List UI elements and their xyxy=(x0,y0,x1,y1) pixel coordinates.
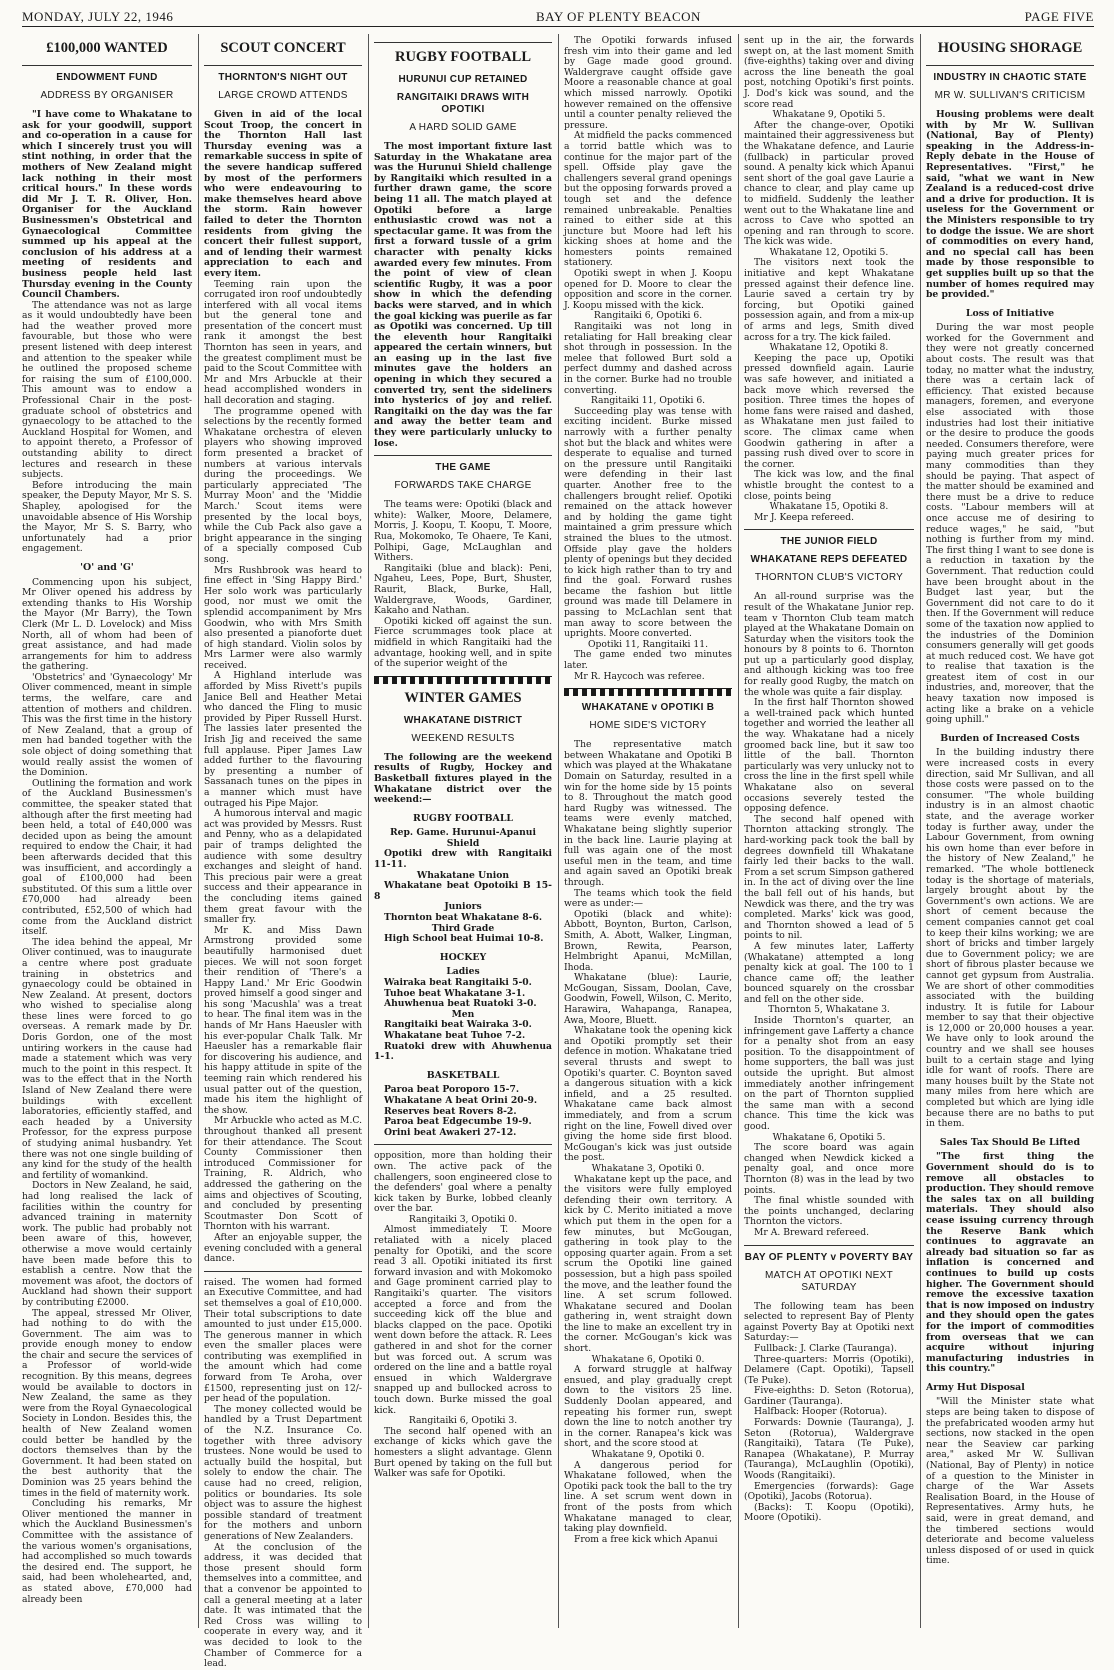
decorative-rule xyxy=(374,676,552,684)
score-line: Thornton 5, Whakatane 3. xyxy=(768,1004,890,1016)
result-line: Whakatane beat Tuhoe 7-2. xyxy=(384,1029,526,1041)
result-line: Ladies xyxy=(446,966,480,978)
article-title: WINTER GAMES xyxy=(404,689,522,706)
results-heading: RUGBY FOOTBALL xyxy=(412,812,514,824)
divider xyxy=(926,65,1094,66)
paragraph: At the conclusion of the address, it was decided that those present should form themselves into a committee, and that a convenor be appointed to call a general meeting at a later date. It was intimated that the Red Cross was willing to cooperate in every way, and it was decided to look to the Chamber of Commerce for a lead. xyxy=(204,1541,362,1670)
result-line: Rep. Game. Hurunui-Apanui Shield xyxy=(390,827,536,849)
article-subheading: HOME SIDE'S VICTORY xyxy=(589,720,707,732)
column-rule xyxy=(920,34,921,1628)
result-line: Whakatane Union xyxy=(416,869,510,881)
paragraph: Mr R. Haycoch was referee. xyxy=(574,670,705,682)
score-line: Whakatane 15, Opotiki 8. xyxy=(769,501,889,513)
result-line: High School beat Huimai 10-8. xyxy=(384,933,544,945)
article-heading: HURUNUI CUP RETAINED xyxy=(398,74,528,85)
paragraph: After an enjoyable supper, the evening concluded with a general dance. xyxy=(204,1231,362,1265)
divider xyxy=(374,42,552,43)
paragraph: Opotiki (black and white): Abbott, Boynton, Burton, Carlson, Smith, A. Abott, Walker, Lingman, Brown, Rewita, Pearson, Helmbright Apanui, McMillan, Ihoda. xyxy=(564,908,732,973)
divider xyxy=(744,1245,914,1246)
page-header xyxy=(22,8,1094,27)
paragraph: A forward struggle at halfway ensued, and play gradually crept down to the visitors 25 line. Suddenly Doolan appeared, and repeating his former run, swept down the line to notch another try in the corner. Ranapea's kick was short, and the score stood at xyxy=(564,1364,732,1450)
article-title: £100,000 WANTED xyxy=(46,40,168,56)
article-heading: THE JUNIOR FIELD xyxy=(780,536,878,548)
result-line: Whakatane A beat Orini 20-9. xyxy=(384,1094,538,1106)
score-line: Opotiki 11, Rangitaiki 11. xyxy=(587,638,709,650)
paragraph: Rangitaiki was not long in retaliating for Hall breaking clear shot through in possession. In the melee that followed Burt sold a perfect dummy and dashed across in the corner. Burke had no trouble converting. xyxy=(564,321,732,396)
paragraph: After the change-over, Opotiki maintained their aggressiveness but the Whakatane defence, and Laurie (fullback) in particular proved sound. A penalty kick which Apanui sent short of the goal gave Laurie a chance to clear, and play came up to midfield. Suddenly the leather went out to the Whakatane line and across to Cave who spotted an opening and ran through to score. The kick was wide. xyxy=(744,119,914,248)
paragraph: Before introducing the main speaker, the Deputy Mayor, Mr S. S. Shapley, apologised for the unavoidable absence of His Worship the Mayor, Mr S. S. Barry, who unfortunately had a prior engagement. xyxy=(22,479,192,555)
paragraph: At midfield the packs commenced a torrid battle which was to continue for the major part of the spell. Offside play gave the challengers several grand openings but the opposing forwards proved a tough set and the defence remained unbreakable. Penalties rained to either side at this juncture but Moore had left his kicking shoes at home and the homesters points remained stationery. xyxy=(564,130,732,269)
score-line: Whakatane 3, Opotiki 0. xyxy=(591,1162,705,1174)
article-heading: WHAKATANE DISTRICT xyxy=(403,714,523,726)
column-scout-concert xyxy=(204,36,362,1670)
article-title: RUGBY FOOTBALL xyxy=(394,49,532,65)
result-line: Men xyxy=(451,1008,475,1020)
paragraph: Whakatane took the opening kick and Opotiki promptly set their defence in motion. Whakatane tried several thrusts and swept to Opotiki's quarter. C. Boynton saved a dangerous situation with a kick infield, and a 25 resulted. Whakatane came back almost immediately, and from a scrum right on the line, Fowell dived over giving the home side first blood. McGougan's kick was just outside the post. xyxy=(564,1025,732,1164)
score-line: Rangitaiki 6, Opotiki 6. xyxy=(593,310,703,322)
article-title: HOUSING SHORAGE xyxy=(937,40,1083,56)
paragraph: Mr Arbuckle who acted as M.C. throughout thanked all present for their attendance. The Scout County Commissioner then introduced Commissioner for Training, R. Aldrich, who addressed the gathering on the aims and objectives of Scouting, and concluded by presenting Scoutmaster Don Scott of Thornton with his warrant. xyxy=(204,1115,362,1233)
paragraph: In the building industry there were increased costs in every direction, said Mr Sullivan, and all those costs were passed on to the consumer. "The whole building industry is in an almost chaotic state, and the average worker today is further away, under the Labour Government, from owning his own home than ever before in the history of New Zealand," he remarked. "The whole bottleneck today is the shortage of materials, largely brought about by the Government's own actions. We are short of cement because the cement companies cannot get coal to keep their kilns working; we are short of bricks and timber largely due to Government policy; we are short of fibrous plaster because we cannot get gypsum from Australia. We are short of other commodities associated with the building industry. It is futile for Labour member to say that their objective is 12,000 or 20,000 houses a year. We have only to look around the country and we shall see houses built to a certain stage and lying idle for want of roofs. There are many houses built by the State not many miles from here which are completed but which are lying idle because there are no baths to put in them. xyxy=(926,747,1094,1130)
paragraph: Mr J. Keepa refereed. xyxy=(754,511,855,523)
paragraph: A humorous interval and magic act was provided by Messrs. Rust and Penny, who as a delapidated pair of tramps delighted the audience with some desultry exchanges and sleight of hand. This precious pair were a great success and their appearance in the concluding items gained them great favour with the smaller fry. xyxy=(204,808,362,926)
divider xyxy=(204,1271,362,1272)
paragraph: Almost immediately T. Moore retaliated with a nicely placed penalty for Opotiki, and the score read 3 all. Opotiki initiated its first forward invasion and with Mokomoko and Gage prominent carried play to Rangitaiki's quarter. The visitors accepted a force and from the succeeding kick off the blue and blacks clapped on the pace. Opotiki went down before the attack. R. Lees gathered in and shot for the corner but was forced out. A scrum was ordered on the line and a battle royal ensued in which Waldergrave snapped up and bullocked across to touch down. Burke missed the goal kick. xyxy=(374,1224,552,1416)
column-housing-shortage xyxy=(926,36,1094,1630)
score-line: Whakatane 9, Opotiki 0. xyxy=(591,1449,705,1460)
paragraph: Outlining the formation and work of the Auckland Businessmen's committee, the speaker stated that although after the first meeting had been held, a total of £40,000 was decided upon as being the amount required to endow the Chair, it had been afterwards decided that this was insufficient, and accordingly a goal of £100,000 had been substituted. Of this sum a little over £70,000 had already been contributed, £52,500 of which had come from the Auckland district itself. xyxy=(22,777,192,938)
lead-paragraph: Given in aid of the local Scout Troop, the concert in the Thornton Hall last Thursday evening was a remarkable success in spite of the severe handicap suffered by most of the performers who were endeavouring to make themselves heard above the storm. Rain however failed to deter the Thornton residents from giving the concert their fullest support, and of lending their warmest appreciation to each and every item. xyxy=(204,109,362,279)
paragraph: The visitors next took the initiative and kept Whakatane pressed against their defence line. Laurie saved a certain try by forcing, but Opotiki gained possession again, and from a mix-up of arms and legs, Smith dived across for a try. The kick failed. xyxy=(744,257,914,343)
page-number: PAGE FIVE xyxy=(1024,9,1094,24)
score-line: Rangitaiki 11, Opotiki 6. xyxy=(590,395,706,407)
paragraph: Mrs Rushbrook was heard to fine effect in 'Sing Happy Bird.' Her solo work was particularly good, nor must we omit the splendid accompaniment by Mrs Goodwin, who with Mrs Smith also presented a pianoforte duet of high standard. Violin solos by Mrs Larmer were also warmly received. xyxy=(204,564,362,671)
paragraph: An all-round surprise was the result of the Whakatane Junior rep. team v Thornton Club team match played at the Whakatane Domain on Saturday when the visitors took the honours by 8 points to 6. Thornton put up a particularly good display, and although kicking was too free for really good Rugby, the match on the whole was quite a fair display. xyxy=(744,591,914,698)
result-line: Juniors xyxy=(444,901,482,913)
team-line: Five-eighths: D. Seton (Rotorua), Gardiner (Tauranga). xyxy=(744,1385,914,1407)
result-line: Reserves beat Rovers 8-2. xyxy=(384,1105,517,1117)
paragraph: Opotiki kicked off against the sun. Fierce scrummages took place at midfield in which Rangitaiki had the advantage, hooking well, and in spite of the superior weight of the xyxy=(374,615,552,670)
team-line: Emergencies (forwards): Gage (Opotiki), Jacobs (Rotorua). xyxy=(744,1480,914,1503)
paragraph: The second half opened with Thornton attacking strongly. The hard-working pack took the ball by degrees downfield till Whakatane fairly led their backs to the wall. From a set scrum Simpson gathered in. In the act of diving over the line the ball fell out of his hands, but Newdick was there, and the try was completed. Marks' kick was good, and Thornton showed a lead of 5 points to nil. xyxy=(744,813,914,942)
score-line: Whakatane 6, Opotiki 5. xyxy=(772,1131,886,1143)
team-line: (Backs): T. Koopu (Opotiki), Moore (Opotiki). xyxy=(744,1501,914,1524)
results-heading: HOCKEY xyxy=(439,951,487,963)
score-line: Whakatane 12, Opotiki 8. xyxy=(769,342,889,354)
paragraph: The attendance was not as large as it would undoubtedly have been had the weather proved more favourable, but those who were present listened with deep interest and attention to the speaker while he outlined the proposed scheme for raising the sum of £100,000. This amount was to endow a Professional Chair in the post-graduate school of obstetrics and gynaecology to be attached to the Auckland Hospital for Women, and to appoint thereto, a Professor of outstanding ability to direct lectures and research in these subjects. xyxy=(22,299,192,481)
paragraph: The second half opened with an exchange of kicks which gave the homesters a slight advantage. Glenn Burt opened by taking on the full but Walker was safe for Opotiki. xyxy=(374,1425,552,1480)
article-title: SCOUT CONCERT xyxy=(220,40,346,56)
divider xyxy=(374,455,552,456)
result-line: Ruatoki drew with Ahuwhenua 1-1. xyxy=(374,1040,552,1063)
paragraph: The game ended two minutes later. xyxy=(564,649,732,672)
score-line: Whakatane 9, Opotiki 5. xyxy=(772,109,886,121)
result-line: Ahuwhenua beat Ruatoki 3-0. xyxy=(384,998,537,1010)
article-subheading: WEEKEND RESULTS xyxy=(411,732,515,744)
divider xyxy=(744,529,914,530)
column-rule xyxy=(738,34,739,1628)
article-heading: INDUSTRY IN CHAOTIC STATE xyxy=(933,72,1087,83)
result-line: Whakatane beat Opotoiki B 15-8 xyxy=(374,880,552,902)
section-subheading: FORWARDS TAKE CHARGE xyxy=(394,480,532,492)
section-heading: THE GAME xyxy=(435,462,491,474)
newspaper-name: BAY OF PLENTY BEACON xyxy=(536,9,701,24)
lead-paragraph: Housing problems were dealt with by Mr W. Sullivan (National, Bay of Plenty) speaking in the Address-in-Reply debate in the House of Representatives. "First," he said, "what we want in New Zealand is a reduced-cost drive and a drive for production. It is useless for the Government or the Ministers responsible to try to dodge the issue. We are short of commodities on every hand, and no special call has been made by those responsible to get supplies built up so that the number of homes required may be provided." xyxy=(926,109,1094,301)
divider xyxy=(22,65,192,66)
section-heading: 'O' and 'G' xyxy=(80,561,134,573)
result-line: Third Grade xyxy=(431,922,495,934)
paragraph: The Opotiki forwards infused fresh vim into their game and led by Gage made good ground. Waldergrave caught offside gave Moore a reasonable chance at goal which missed narrowly. Opotiki however remained on the offensive until a counter penalty relieved the pressure. xyxy=(564,35,732,131)
lead-paragraph: The following are the weekend results of Rugby, Hockey and Basketball fixtures played in the Whakatane district over the weekend:— xyxy=(374,751,552,806)
result-line: Paroa beat Edgecumbe 19-9. xyxy=(384,1116,532,1128)
article-heading: ENDOWMENT FUND xyxy=(56,72,158,83)
paragraph: Keeping the pace up, Opotiki pressed downfield again. Laurie was safe however, and initiated a back move which reversed the position. Three times the hopes of home fans were raised and dashed, as Whakatane men just failed to score. The climax came when Goodwin gathering in after a passing rush dived over to score in the corner. xyxy=(744,352,914,470)
column-match-report xyxy=(564,36,732,1630)
article-heading: BAY OF PLENTY v POVERTY BAY xyxy=(744,1251,914,1263)
article-subheading: MATCH AT OPOTIKI NEXT SATURDAY xyxy=(765,1269,893,1293)
paragraph: Mr A. Breward refereed. xyxy=(754,1226,870,1238)
article-subheading: MR W. SULLIVAN'S CRITICISM xyxy=(934,90,1086,101)
paragraph: Opotiki swept in when J. Koopu opened for D. Moore to clear the opposition and score in the corner. J. Koopu missed with the kick. xyxy=(564,268,732,311)
paragraph: The kick was low, and the final whistle brought the contest to a close, points being xyxy=(744,469,914,502)
paragraph: raised. The women had formed an Executive Committee, and had set themselves a goal of £10,000. Their total subscriptions to date amounted to just under £15,000. The generous manner in which even the smaller places were contributing was exemplified in the amount which had come forward from Te Aroha, over £1500, representing just on 12/- per head of the population. xyxy=(204,1276,362,1405)
paragraph: The representative match between Whakatane and Opotiki B which was played at the Whakatane Domain on Saturday, resulted in a win for the home side by 15 points to 8. Throughout the match good hard Rugby was witnessed. The teams were evenly matched, Whakatane being slightly superior in the back line. Laurie playing at full was again one of the most useful men in the team, and time and again saved an Opotiki break through. xyxy=(564,739,732,888)
column-rule xyxy=(198,34,199,1628)
section-heading: Sales Tax Should Be Lifted xyxy=(939,1136,1081,1148)
paragraph: The final whistle sounded with the points unchanged, declaring Thornton the victors. xyxy=(744,1195,914,1228)
paragraph: opposition, more than holding their own. The active pack of the challengers, soon engineered close to the defenders' goal where a penalty kick taken by Burke, lobbed cleanly over the bar. xyxy=(374,1150,552,1215)
section-heading: Loss of Initiative xyxy=(965,307,1055,319)
team-line: Three-quarters: Morris (Opotiki), Delamere (Capt. Opotiki), Tapsell (Te Puke). xyxy=(744,1353,914,1386)
paragraph: The teams which took the field were as under:— xyxy=(564,887,732,910)
team-line: Halfback: Hooper (Rotorua). xyxy=(754,1406,888,1418)
paragraph: During the war most people worked for the Government and they were not greatly concerned about costs. The result was that today, no matter what the industry, there was a certain lack of efficiency. That existed because managers, foremen, and everyone else associated with those industries had lost their initiative or the desire to produce the goods needed. Consumers therefore, were paying much greater prices for many commodities than they should be paying. That aspect of the matter should be examined and there must be a drive to reduce costs. "Labour members will at once accuse me of desiring to reduce wages," he said, "but nothing is further from my mind. The first thing I want to see done is a reduction in taxation by the Government. That reduction could have been brought about in the Budget last year, but the Government did not care to do it then. If the Government will reduce some of the taxation now applied to the industries of the Dominion consumers generally will get goods at much reduced cost. We have got to realise that taxation is the greatest item of cost in our industries, and, moreover, that the heavy taxation now imposed is acting like a brake on a vehicle going uphill." xyxy=(926,322,1094,726)
result-line: Paroa beat Poroporo 15-7. xyxy=(384,1084,520,1096)
paragraph: The money collected would be handled by a Trust Department of the N.Z. Insurance Co. together with three advisory trustees. None would be used to actually build the hospital, but solely to endow the chair. The cause had no creed, religion, politics or boundaries. Its sole object was to assure the highest possible standard of treatment for the mothers and unborn generations of New Zealanders. xyxy=(204,1403,362,1542)
article-heading: WHAKATANE v OPOTIKI B xyxy=(581,702,715,714)
paragraph: Concluding his remarks, Mr Oliver mentioned the manner in which the Auckland Businessmen's Committee with the assistance of the various women's organisations, had accomplished so much towards the desired end. The support, he said, had been wholehearted, and, as stated above, £70,000 had already been xyxy=(22,1498,192,1605)
paragraph: The following team has been selected to represent Bay of Plenty against Poverty Bay at Opotiki next Saturday:— xyxy=(744,1300,914,1344)
team-line: Fullback: J. Clarke (Tauranga). xyxy=(754,1342,897,1354)
article-subheading: A HARD SOLID GAME xyxy=(409,122,517,133)
article-heading: THORNTON'S NIGHT OUT xyxy=(218,72,348,83)
column-rule xyxy=(558,34,559,1628)
column-rule xyxy=(368,34,369,1628)
result-line: Thornton beat Whakatane 8-6. xyxy=(384,912,543,924)
paragraph: Rangitaiki (blue and black): Peni, Ngaheu, Lees, Pope, Burt, Shuster, Raurit, Black, Burke, Hall, Waldergrave, Woods, Gardiner, Kakaho and Nathan. xyxy=(374,562,552,617)
decorative-rule xyxy=(564,688,732,696)
paragraph: A few minutes later, Lafferty (Whakatane) attempted a long penalty kick at goal. The 100 to 1 chance came off; the leather bounced squarely on the crossbar and fell on the other side. xyxy=(744,940,914,1005)
paragraph: sent up in the air, the forwards swept on, at the last moment Smith (five-eighths) taking over and diving across the line beneath the goal post, notching Opotiki's first points. J. Dod's kick was sound, and the score read xyxy=(744,35,914,110)
paragraph: "The first thing the Government should do is to remove all obstacles to production. They should remove the sales tax on all building materials. They should also cease issuing currency through the Reserve Bank which continues to aggravate an already bad situation so far as inflation is concerned and continues to build up costs higher. The Government should remove the excessive taxation that is now imposed on industry and they should open the gates for the import of commodities from overseas that we can acquire without injuring manufacturing industries in this country." xyxy=(926,1151,1094,1375)
lead-paragraph: "I have come to Whakatane to ask for your goodwill, support and co-operation in a cause for which I sincerely trust you will stint nothing, in order that the mothers of New Zealand might lack nothing in their most critical hours." In these words did Mr J. T. R. Oliver, Hon. Organiser for the Auckland Businessmen's Obstetrical and Gynaecological Committee summed up his appeal at the conclusion of his address at a meeting of residents and business people held last Thursday evening in the County Council Chambers. xyxy=(22,109,192,301)
paragraph: 'Obstetrics' and 'Gynaecology' Mr Oliver commenced, meant in simple terms, the welfare, care and attention of mothers and children. This was the first time in the history of New Zealand, that a group of men had banded together with the sole object of doing something that would really assist the women of the Dominion. xyxy=(22,671,192,779)
paragraph: The programme opened with selections by the recently formed Whakatane orchestra of eleven players who showing improved form presented a bracket of numbers at various intervals during the proceedings. We particularly appreciated 'The Murray Moon' and the 'Middie March.' Scout items were presented by the local boys, while the Cub Pack also gave a bright appearance in the singing of a specially composed Cub song. xyxy=(204,405,362,565)
score-line: Rangitaiki 3, Opotiki 0. xyxy=(408,1213,518,1225)
result-line: Opotiki drew with Rangitaiki 11-11. xyxy=(374,848,552,871)
result-line: Tuhoe beat Whakatane 3-1. xyxy=(384,987,526,999)
paragraph: A Highland interlude was afforded by Miss Rivett's pupils Janice Bell and Heather Metai who danced the Fling to music provided by Piper Russell Hurst. The lassies later presented the Irish Jig and received the same full applause. Piper James Law added further to the flavouring by presenting a number of Sassanach tunes on the pipes in a manner which must have outraged his Pipe Major. xyxy=(204,670,362,809)
section-heading: Army Hut Disposal xyxy=(926,1381,1025,1393)
paragraph: A dangerous period for Whakatane followed, when the Opotiki pack took the ball to the try line. A set scrum went down in front of the posts from which Whakatane managed to clear, taking play downfield. xyxy=(564,1459,732,1535)
paragraph: Succeeding play was tense with exciting incident. Burke missed narrowly with a further penalty shot but the black and whites were desperate to equalise and turned on the pressure until Rangitaiki were defending in their last quarter. Another free to the challengers brought relief. Opotiki remained on the attack however and by holding the game tight maintained a grim pressure which strained the blues to the utmost. Offside play gave the holders plenty of openings but they decided to kick high rather than to try and find the goal. Forward rushes became the fashion but little ground was made till Delamere in passing to McLachlan sent that man away to score between the uprights. Moore converted. xyxy=(564,405,732,640)
paragraph: In the first half Thornton showed a well-trained pack which hunted together and worried the leather all the way. Whakatane had a nicely groomed back line, but it saw too little of the ball. Thornton particularly was very unlucky not to cross the line in the first spell while Whakatane also on several occasions severely tested the opposing defence. xyxy=(744,697,914,815)
paragraph: Whakatane (blue): Laurie, McGougan, Sissam, Doolan, Cave, Goodwin, Fowell, Wilson, C. Merito, Harawira, Wahapanga, Ranapea, Awa, Moore, Bluett. xyxy=(564,972,732,1026)
result-line: Wairaka beat Rangitaiki 5-0. xyxy=(384,977,532,988)
divider xyxy=(204,65,362,66)
divider xyxy=(374,1144,552,1145)
score-line: Whakatane 12, Opotiki 5. xyxy=(769,246,889,258)
score-line: Whakatane 6, Opotiki 0. xyxy=(591,1353,705,1365)
column-endowment xyxy=(22,36,192,1630)
paragraph: Doctors in New Zealand, he said, had long realised the lack of facilities within the country for advanced training in maternity work. The public had probably not been aware of this, however, otherwise a move would certainly have been made before this to establish a centre. Now that the movement was afoot, the doctors of Auckland had shown their support by contributing £2000. xyxy=(22,1180,192,1308)
score-line: Rangitaiki 6, Opotiki 3. xyxy=(408,1415,518,1427)
paragraph: Commencing upon his subject, Mr Oliver opened his address by extending thanks to His Worship the Mayor (Mr Barry), the Town Clerk (Mr L. D. Lovelock) and Miss North, all of whom had been of great assistance, and had made arrangements for him to address the gathering. xyxy=(22,576,192,673)
article-subheading: LARGE CROWD ATTENDS xyxy=(218,90,348,101)
paragraph: The score board was again changed when Newdick kicked a penalty goal, and once more Thornton (8) was in the lead by two points. xyxy=(744,1142,914,1196)
result-line: Orini beat Awakeri 27-12. xyxy=(384,1126,517,1138)
paragraph: Inside Thornton's quarter, an infringement gave Lafferty a chance for a penalty shot from an easy position. To the disappointment of home supporters, the ball was just outside the upright. But almost immediately another infringement on the part of Thornton supplied the same man with a second chance. This time the kick was good. xyxy=(744,1015,914,1132)
paragraph: Teeming rain upon the corrugated iron roof undoubtedly interfered with all vocal items but the general tone and presentation of the concert must rank it amongst the best Thornton has seen in years, and the greatest compliment must be paid to the Scout Committee with Mr and Mrs Arbuckle at their head accomplished wonders in hall decoration and staging. xyxy=(204,278,362,407)
article-heading: WHAKATANE REPS DEFEATED xyxy=(750,554,908,566)
paragraph: The teams were: Opotiki (black and white): Walker, Moore, Delamere, Morris, J. Koopu, T. Koopu, T. Moore, Rua, Mokomoko, Te Ohaere, Te Kani, Polhipi, Gage, McLaughlan and Withers. xyxy=(374,499,552,564)
section-heading: Burden of Increased Costs xyxy=(940,732,1080,744)
paragraph: The appeal, stressed Mr Oliver, had nothing to do with the Government. The aim was to provide enough money to endow the chair and secure the services of a Professor of world-wide recognition. By this means, degrees would be available to doctors in New Zealand, the same as they were from the Royal Gynaecological Society in London. Besides this, the health of New Zealand women could better be handled by the doctors themselves than by the Government. It had been stated on the best authority that the Dominion was 25 years behind the times in the field of maternity work. xyxy=(22,1307,192,1499)
article-heading: RANGITAIKI DRAWS WITH OPOTIKI xyxy=(396,92,530,115)
paragraph: Mr K. and Miss Dawn Armstrong provided some beautifully harmonised duet pieces. We will not soon forget their rendition of 'There's a Happy Land.' Mr Eric Goodwin proved himself a good singer and his song 'Macushla' was a treat to hear. The final item was in the hands of Mr Hans Haeusler with his ever-popular Chalk Talk. Mr Haeusler has a remarkable flair for discovering his audience, and his happy attitude in spite of the teeming rain which rendered his usual patter out of the question, made his item the highlight of the show. xyxy=(204,924,362,1116)
team-line: Forwards: Downie (Tauranga), J. Seton (Rotorua), Waldergrave (Rangitaiki), Tatara (Te Puke), Ranapea (Whakatane), P. Murray (Tauranga), McLaughlin (Opotiki), Woods (Rangitaiki). xyxy=(744,1417,914,1482)
column-junior-field xyxy=(744,36,914,1630)
lead-paragraph: The most important fixture last Saturday in the Whakatane area was the Hurunui Shield challenge by Rangitaiki which resulted in a further drawn game, the score being 11 all. The match played at Opotiki before a large enthusiastic crowd was not a spectacular game. It was from the first a forward tussle of a grim character with penalty kicks awarded every few minutes. From the point of view of clean scientific Rugby, it was a poor show in which the defending backs were starved, and in which the goal kicking was puerile as far as Opotiki was concerned. Up till the eleventh hour Rangitaiki appeared the certain winners, but an easing up in the last five minutes gave the holders an opening in which they secured a converted try, sent the sideliners into hysterics of joy and relief. Rangitaiki on the day was the far and away the better team and they were particularly unlucky to lose. xyxy=(374,141,552,449)
result-line: Rangitaiki beat Wairaka 3-0. xyxy=(384,1019,532,1031)
paragraph: From a free kick which Apanui xyxy=(574,1533,718,1545)
article-subheading: THORNTON CLUB'S VICTORY xyxy=(754,572,904,584)
paragraph: "Will the Minister state what steps are being taken to dispose of the prefabricated wooden army hut sections, now stacked in the open near the Seaview car parking area," asked Mr W. Sullivan (National, Bay of Plenty) in notice of a question to the Minister in charge of the War Assets Realisation Board, in the House of Representatives. Army huts, he said, were in great demand, and the timbered sections would deteriorate and become valueless unless disposed of or used in quick time. xyxy=(926,1396,1094,1567)
column-rugby-football xyxy=(374,36,552,1630)
results-heading: BASKETBALL xyxy=(426,1069,500,1081)
paragraph: Whakatane kept up the pace, and the visitors were fully employed defending their own territory. A kick by C. Merito initiated a move which put them in the open for a few minutes, but McGougan, gathering in took play to the opposing quarter again. From a set scrum the Opotiki line gained possession, but a high pass spoiled the move, and the leather found the line. A set scrum followed. Whakatane secured and Doolan gathering in, went straight down the line to make an excellent try in the corner. McGougan's kick was short. xyxy=(564,1173,732,1355)
paragraph: The idea behind the appeal, Mr Oliver continued, was to inaugurate a centre where post graduate training in obstetrics and gynaecology could be obtained in New Zealand. At present, doctors who wished to specialise along these lines were forced to go overseas. A remark made by Dr. Doris Gordon, one of the most untiring workers in the cause had made a statement which was very much to the point in this respect. It was to the effect that in the North Island of New Zealand there were buildings with excellent laboratories, efficiently staffed, and each headed by a University Professor, for the express purpose of studying animal husbandry. Yet there was not one single building of any kind for the study of the health and fertility of womankind. xyxy=(22,936,192,1181)
article-subheading: ADDRESS BY ORGANISER xyxy=(40,90,174,101)
date-line: MONDAY, JULY 22, 1946 xyxy=(22,9,174,24)
